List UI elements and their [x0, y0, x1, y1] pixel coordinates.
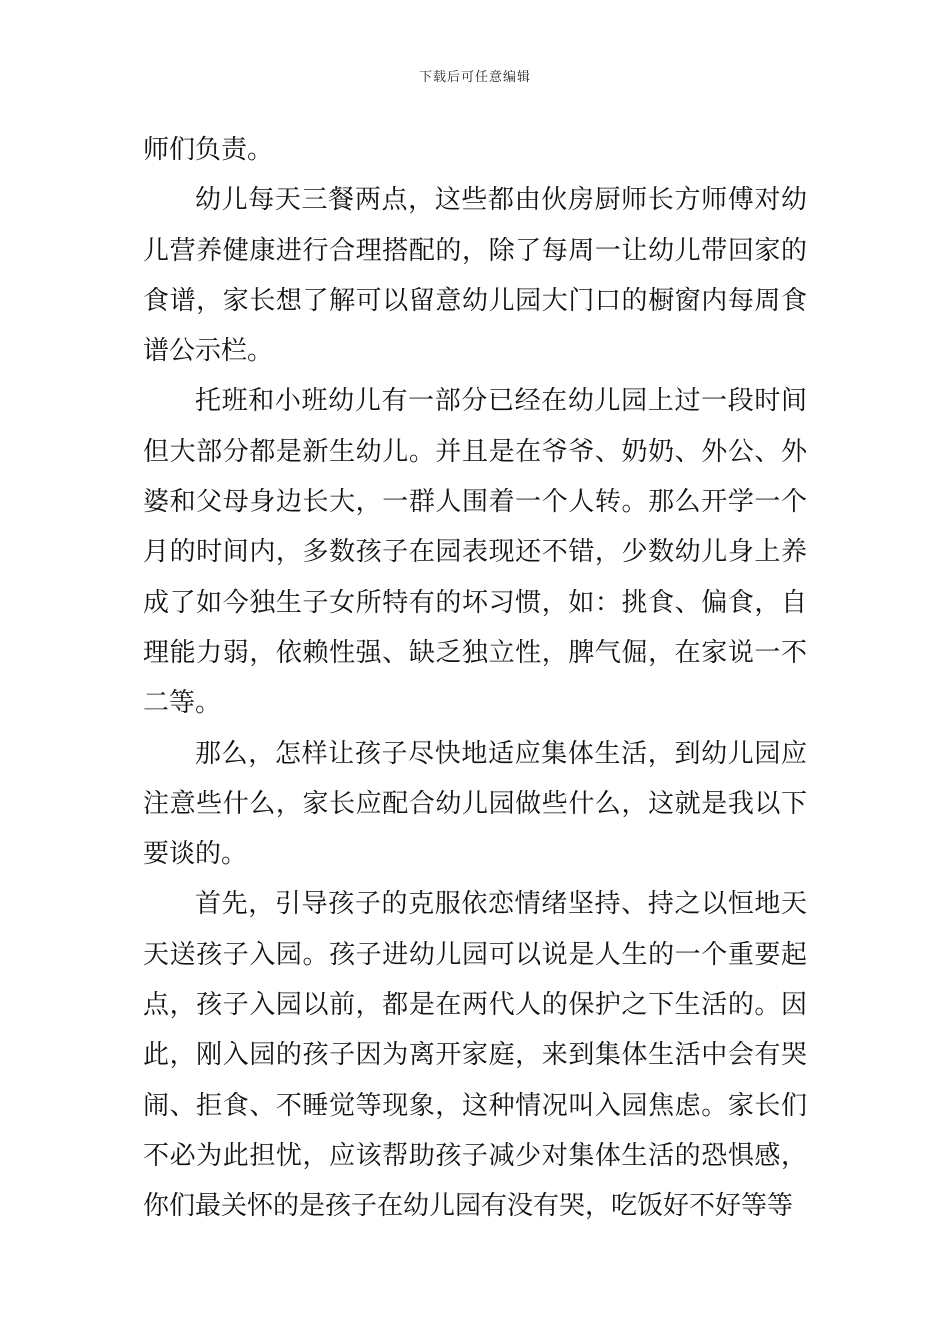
paragraph-2: 幼儿每天三餐两点，这些都由伙房厨师长方师傅对幼儿营养健康进行合理搭配的，除了每周一让幼儿带回家的食谱，家长想了解可以留意幼儿园大门口的橱窗内每周食谱公示栏。 [143, 185, 807, 367]
paragraph-5: 首先，引导孩子的克服依恋情绪坚持、持之以恒地天天送孩子入园。孩子进幼儿园可以说是人生的一个重要起点，孩子入园以前，都是在两代人的保护之下生活的。因此，刚入园的孩子因为离开家庭，来到集体生活中会有哭闹、拒食、不睡觉等现象，这种情况叫入园焦虑。家长们不必为此担忧，应该帮助孩子减少对集体生活的恐惧感，你们最关怀的是孩子在幼儿园有没有哭，吃饭好不好等等 [143, 889, 807, 1222]
paragraph-4: 那么，怎样让孩子尽快地适应集体生活，到幼儿园应注意些什么，家长应配合幼儿园做些什么，这就是我以下要谈的。 [143, 738, 807, 870]
page-header-note: 下载后可任意编辑 [418, 70, 531, 85]
document-body [143, 125, 807, 1232]
paragraph-3: 托班和小班幼儿有一部分已经在幼儿园上过一段时间但大部分都是新生幼儿。并且是在爷爷、奶奶、外公、外婆和父母身边长大，一群人围着一个人转。那么开学一个月的时间内，多数孩子在园表现还不错，少数幼儿身上养成了如今独生子女所特有的坏习惯，如：挑食、偏食，自理能力弱，依赖性强、缺乏独立性，脾气倔，在家说一不二等。 [143, 386, 807, 719]
paragraph-1: 师们负责。 [143, 135, 274, 165]
